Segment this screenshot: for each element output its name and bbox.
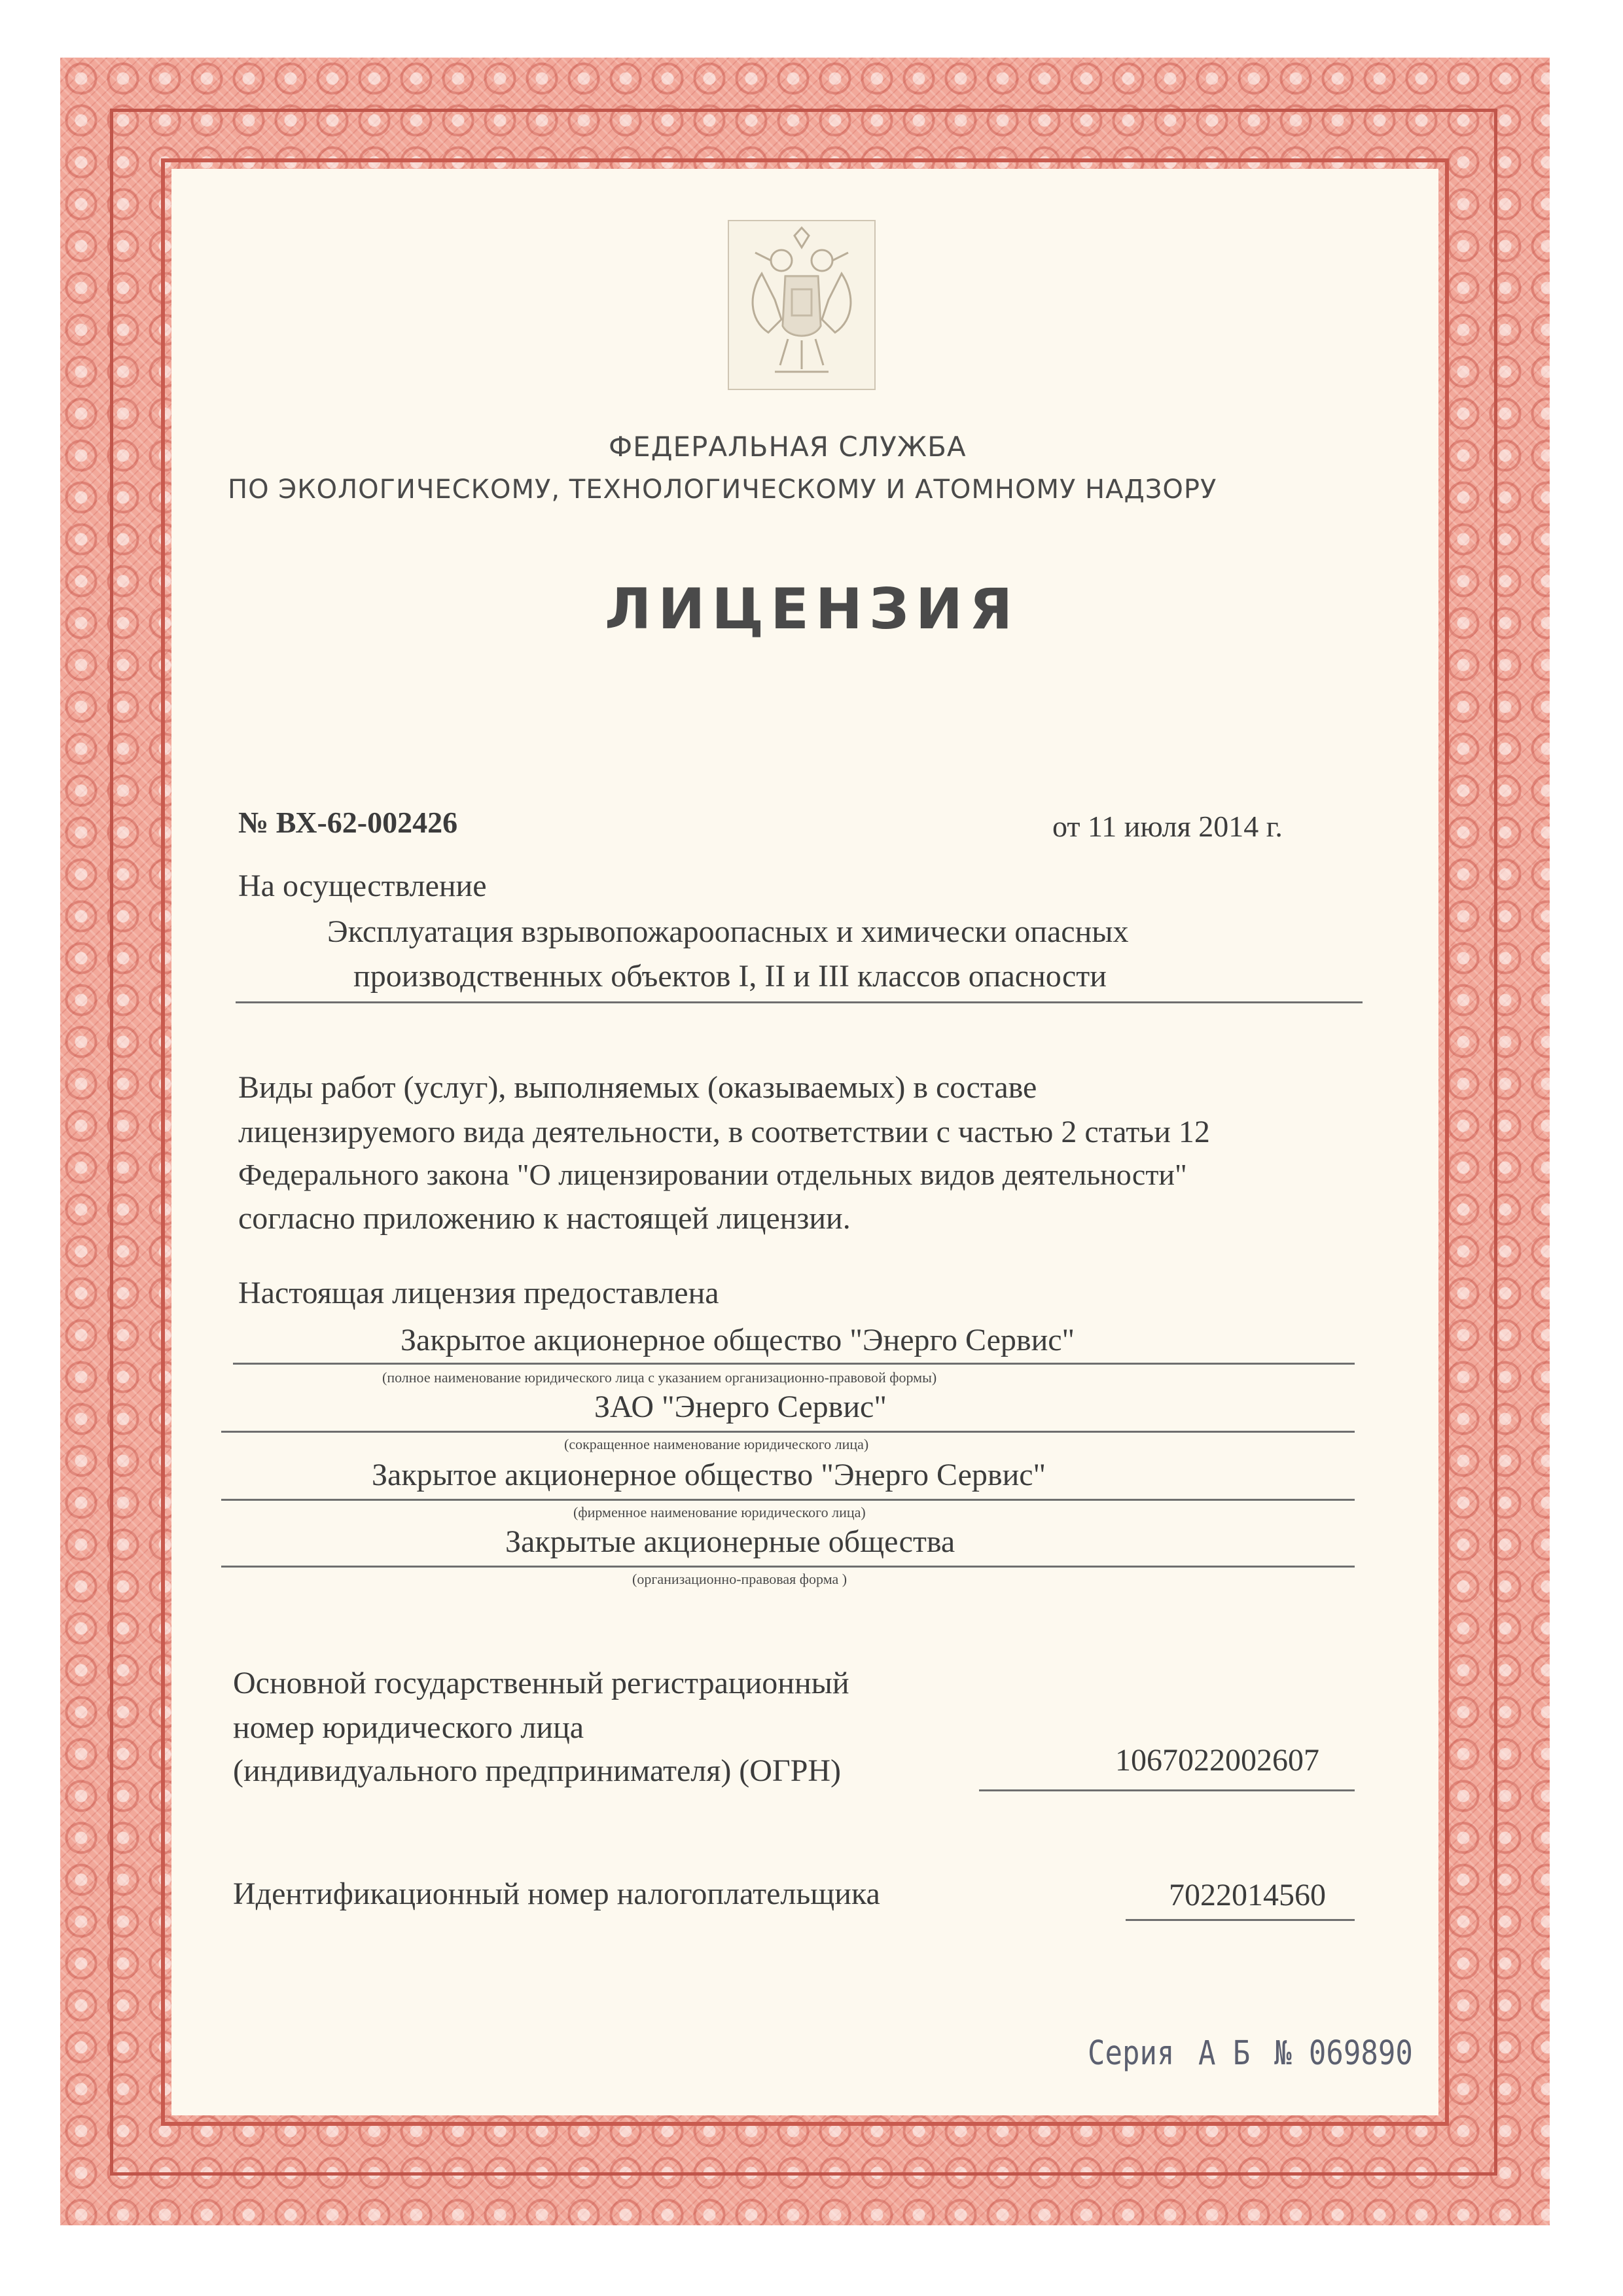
holder-short-name-caption: (сокращенное наименование юридического лица) bbox=[564, 1436, 869, 1452]
license-number: № ВХ-62-002426 bbox=[238, 806, 458, 839]
holder-legal-form: Закрытые акционерные общества bbox=[505, 1524, 955, 1559]
activity-underline bbox=[236, 1001, 1363, 1003]
holder-brand-name: Закрытое акционерное общество "Энерго Сервис" bbox=[372, 1458, 1046, 1492]
activity-label: На осуществление bbox=[238, 869, 487, 903]
holder-full-name-underline bbox=[233, 1363, 1355, 1365]
holder-label: Настоящая лицензия предоставлена bbox=[238, 1276, 719, 1310]
ogrn-underline bbox=[979, 1789, 1355, 1791]
ogrn-label-line1: Основной государственный регистрационный bbox=[233, 1666, 849, 1700]
document-title: ЛИЦЕНЗИЯ bbox=[605, 577, 1020, 642]
agency-name-line2: ПО ЭКОЛОГИЧЕСКОМУ, ТЕХНОЛОГИЧЕСКОМУ И АТОМНОМУ НАДЗОРУ bbox=[228, 475, 1217, 505]
agency-name-line1: ФЕДЕРАЛЬНАЯ СЛУЖБА bbox=[609, 431, 967, 463]
double-headed-eagle-icon bbox=[729, 221, 874, 389]
holder-full-name: Закрытое акционерное общество "Энерго Сервис" bbox=[401, 1323, 1075, 1357]
ogrn-label-line2: номер юридического лица bbox=[233, 1710, 584, 1745]
holder-legal-form-caption: (организационно-правовая форма ) bbox=[632, 1571, 847, 1587]
series-number: № 069890 bbox=[1274, 2034, 1413, 2073]
series-stamp bbox=[1088, 2034, 1413, 2073]
inn-label: Идентификационный номер налогоплательщика bbox=[233, 1876, 880, 1911]
works-line4: согласно приложению к настоящей лицензии. bbox=[238, 1201, 851, 1236]
activity-line2: производственных объектов I, II и III классов опасности bbox=[353, 959, 1107, 994]
works-line2: лицензируемого вида деятельности, в соответствии с частью 2 статьи 12 bbox=[238, 1115, 1210, 1149]
inn-value: 7022014560 bbox=[1169, 1878, 1326, 1912]
holder-brand-name-underline bbox=[221, 1499, 1355, 1501]
inn-underline bbox=[1126, 1919, 1355, 1921]
holder-short-name-underline bbox=[221, 1431, 1355, 1433]
works-line1: Виды работ (услуг), выполняемых (оказываемых) в составе bbox=[238, 1070, 1037, 1105]
holder-full-name-caption: (полное наименование юридического лица с указанием организационно-правовой формы) bbox=[382, 1369, 937, 1386]
works-line3: Федерального закона "О лицензировании отдельных видов деятельности" bbox=[238, 1158, 1187, 1191]
ogrn-value: 1067022002607 bbox=[1115, 1743, 1319, 1778]
holder-brand-name-caption: (фирменное наименование юридического лица) bbox=[573, 1504, 866, 1520]
activity-line1: Эксплуатация взрывопожароопасных и химически опасных bbox=[327, 914, 1129, 949]
series-label: Серия bbox=[1088, 2034, 1175, 2073]
holder-short-name: ЗАО "Энерго Сервис" bbox=[594, 1390, 887, 1424]
license-date: от 11 июля 2014 г. bbox=[1052, 810, 1283, 843]
series-code: А Б bbox=[1198, 2034, 1251, 2073]
state-emblem bbox=[728, 220, 876, 390]
ogrn-label-line3: (индивидуального предпринимателя) (ОГРН) bbox=[233, 1753, 842, 1788]
holder-legal-form-underline bbox=[221, 1566, 1355, 1568]
